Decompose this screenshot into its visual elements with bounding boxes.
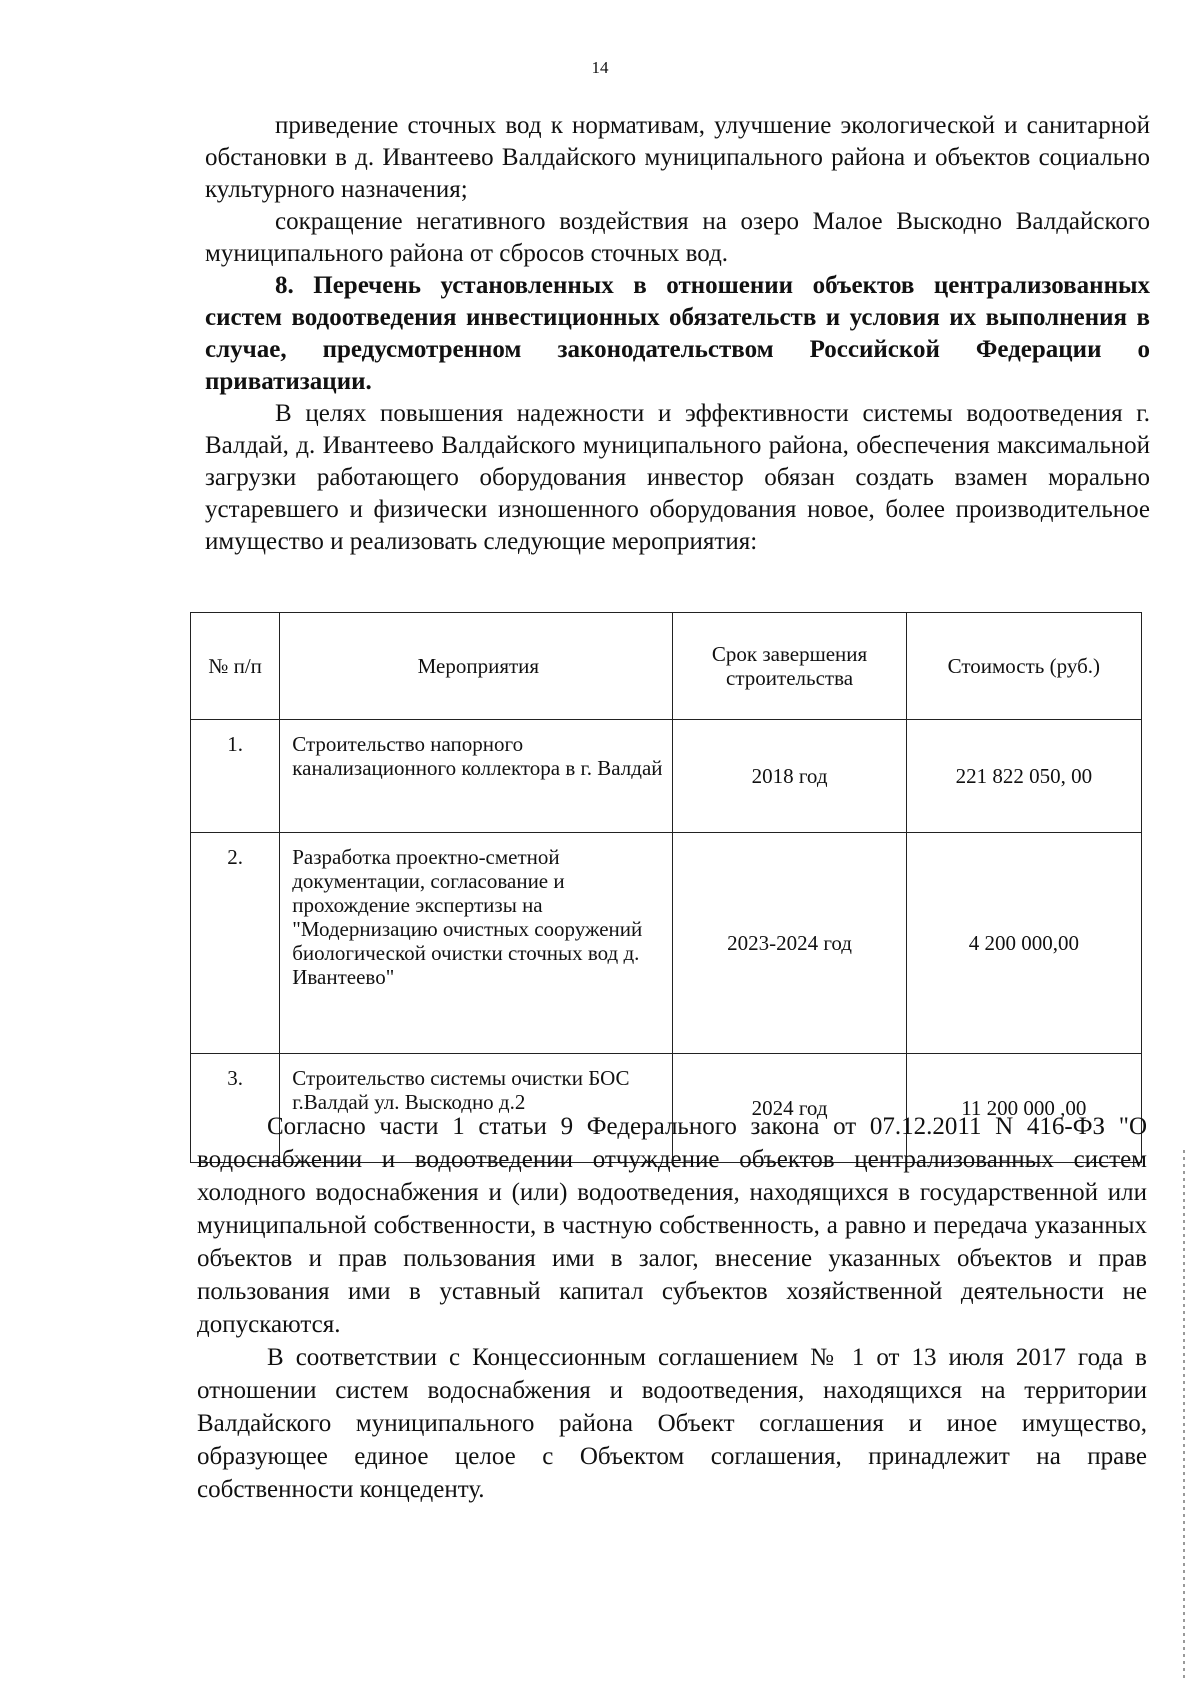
- row-measure: Строительство системы очистки БОС г.Валдай ул. Выскодно д.2: [280, 1054, 673, 1163]
- row-number: 2.: [191, 833, 280, 1054]
- lower-text-block: [197, 1110, 1147, 1506]
- table-row: [191, 833, 1142, 1054]
- scan-edge-mark: [1183, 1150, 1185, 1680]
- header-cost: Стоимость (руб.): [906, 613, 1141, 720]
- page-number: 14: [591, 58, 609, 77]
- row-measure: Строительство напорного канализационного коллектора в г. Валдай: [280, 720, 673, 833]
- intro-paragraph: приведение сточных вод к нормативам, улучшение экологической и санитарной обстановки в д. Ивантеево Валдайского муниципального района и объектов социально культурного назначения;: [205, 112, 1150, 203]
- row-number: 1.: [191, 720, 280, 833]
- table-row: [191, 720, 1142, 833]
- row-term: 2024 год: [673, 1054, 906, 1163]
- row-term: 2023-2024 год: [673, 833, 906, 1054]
- section-heading: 8. Перечень установленных в отношении объектов централизованных систем водоотведения инвестиционных обязательств и условия их выполнения в случае, предусмотренном законодательством Российской Федерации о приватизации.: [205, 272, 1150, 395]
- header-term: Срок завершения строительства: [673, 613, 906, 720]
- row-measure: Разработка проектно-сметной документации, согласование и прохождение экспертизы на "Модернизацию очистных сооружений биологической очистки сточных вод д. Ивантеево": [280, 833, 673, 1054]
- table-header-row: [191, 613, 1142, 720]
- row-number: 3.: [191, 1054, 280, 1163]
- row-cost: 4 200 000,00: [906, 833, 1141, 1054]
- upper-text-block: [205, 110, 1150, 558]
- measures-table: [190, 612, 1142, 1163]
- closing-paragraph: В соответствии с Концессионным соглашением № 1 от 13 июля 2017 года в отношении систем водоснабжения и водоотведения, находящихся на территории Валдайского муниципального района Объект соглашения и иное имущество, образующее единое целое с Объектом соглашения, принадлежит на праве собственности концеденту.: [197, 1344, 1147, 1503]
- header-number: № п/п: [191, 613, 280, 720]
- section-paragraph: В целях повышения надежности и эффективности системы водоотведения г. Валдай, д. Ивантеево Валдайского муниципального района, обеспечения максимальной загрузки работающего оборудования инвестор обязан создать взамен морально устаревшего и физически изношенного оборудования новое, более производительное имущество и реализовать следующие мероприятия:: [205, 400, 1150, 555]
- header-measures: Мероприятия: [280, 613, 673, 720]
- row-term: 2018 год: [673, 720, 906, 833]
- closing-paragraph: Согласно части 1 статьи 9 Федерального закона от 07.12.2011 N 416-ФЗ "О водоснабжении и водоотведении отчуждение объектов централизованных систем холодного водоснабжения и (или) водоотведения, находящихся в государственной или муниципальной собственности, в частную собственность, а равно и передача указанных объектов и прав пользования ими в залог, внесение указанных объектов и прав пользования ими в уставный капитал субъектов хозяйственной деятельности не допускаются.: [197, 1113, 1147, 1338]
- row-cost: 11 200 000 ,00: [906, 1054, 1141, 1163]
- row-cost: 221 822 050, 00: [906, 720, 1141, 833]
- intro-paragraph: сокращение негативного воздействия на озеро Малое Выскодно Валдайского муниципального района от сбросов сточных вод.: [205, 208, 1150, 267]
